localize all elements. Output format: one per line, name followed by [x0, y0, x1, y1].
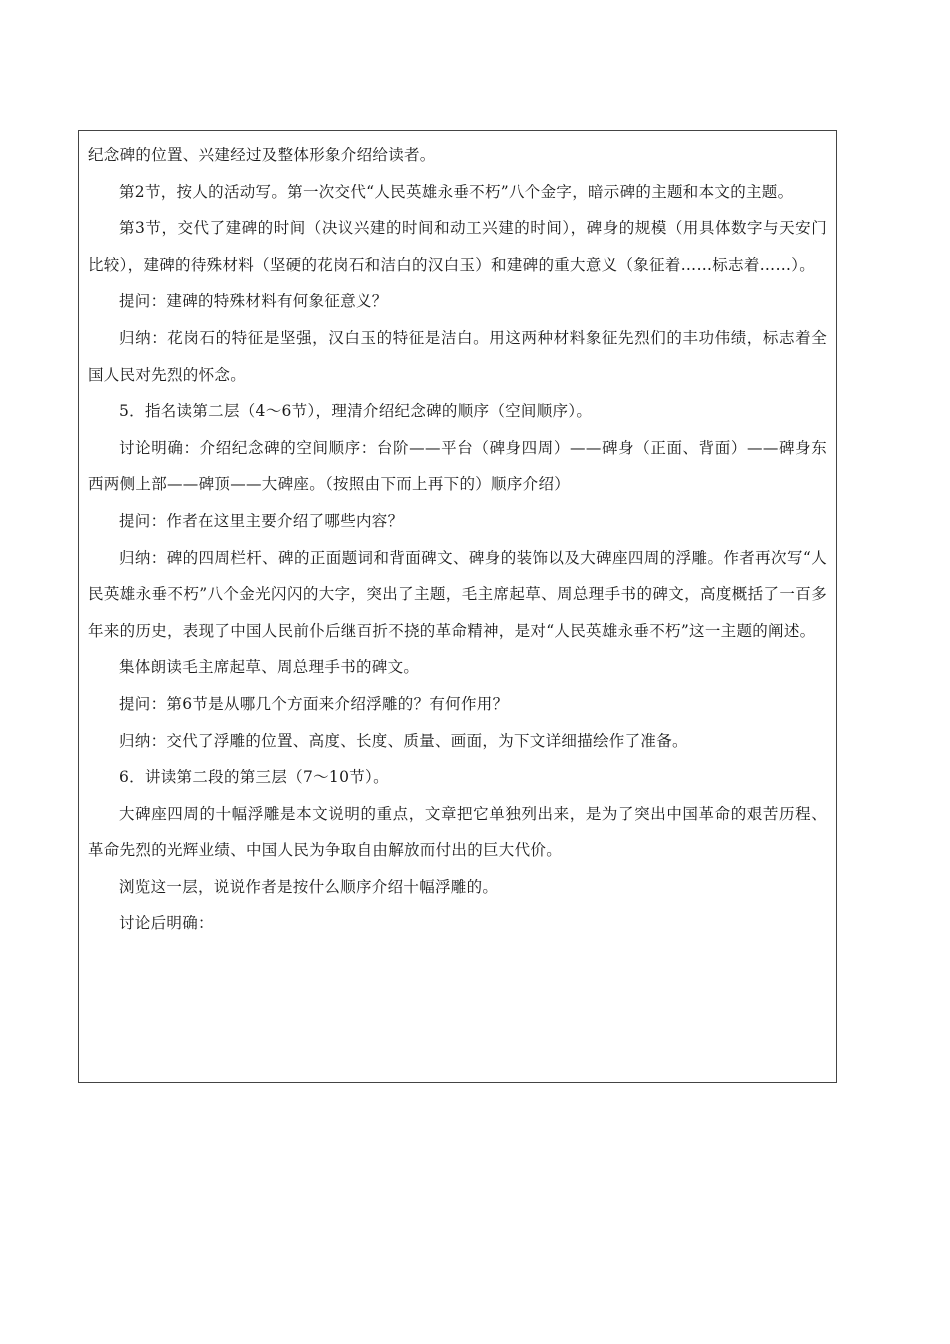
paragraph-13: 6．讲读第二段的第三层（7～10节）。 — [119, 768, 389, 787]
paragraph-2: 第2节，按人的活动写。第一次交代“人民英雄永垂不朽”八个金字，暗示碑的主题和本文的主题。 — [119, 182, 794, 201]
paragraph-11: 提问：第6节是从哪几个方面来介绍浮雕的？有何作用？ — [119, 694, 509, 713]
paragraph-1: 纪念碑的位置、兴建经过及整体形象介绍给读者。 — [88, 146, 436, 164]
paragraph-5: 归纳：花岗石的特征是坚强，汉白玉的特征是洁白。用这两种材料象征先烈们的丰功伟绩，标志着全国人民对先烈的怀念。 — [88, 328, 827, 384]
paragraph-9: 归纳：碑的四周栏杆、碑的正面题词和背面碑文、碑身的装饰以及大碑座四周的浮雕。作者再次写“人民英雄永垂不朽”八个金光闪闪的大字，突出了主题，毛主席起草、周总理手书的碑文，高度概括了一百多年来的历史，表现了中国人民前仆后继百折不挠的革命精神，是对“人民英雄永垂不朽”这一主题的阐述。 — [88, 548, 827, 640]
paragraph-14: 大碑座四周的十幅浮雕是本文说明的重点，文章把它单独列出来，是为了突出中国革命的艰苦历程、革命先烈的光辉业绩、中国人民为争取自由解放而付出的巨大代价。 — [88, 804, 827, 860]
lesson-text — [88, 137, 827, 942]
paragraph-3: 第3节，交代了建碑的时间（决议兴建的时间和动工兴建的时间），碑身的规模（用具体数字与天安门比较），建碑的待殊材料（坚硬的花岗石和洁白的汉白玉）和建碑的重大意义（象征着……标志着……）。 — [88, 219, 827, 274]
paragraph-6: 5．指名读第二层（4～6节），理清介绍纪念碑的顺序（空间顺序）。 — [119, 402, 593, 421]
lesson-plan-table-cell — [78, 130, 837, 1083]
paragraph-12: 归纳：交代了浮雕的位置、高度、长度、质量、画面，为下文详细描绘作了准备。 — [119, 731, 688, 750]
paragraph-8: 提问：作者在这里主要介绍了哪些内容？ — [119, 511, 404, 530]
paragraph-4: 提问：建碑的特殊材料有何象征意义？ — [119, 292, 388, 311]
paragraph-15: 浏览这一层，说说作者是按什么顺序介绍十幅浮雕的。 — [119, 877, 499, 896]
paragraph-10: 集体朗读毛主席起草、周总理手书的碑文。 — [119, 658, 420, 677]
paragraph-16: 讨论后明确： — [119, 914, 214, 933]
paragraph-7: 讨论明确：介绍纪念碑的空间顺序：台阶——平台（碑身四周）——碑身（正面、背面）——碑身东西两侧上部——碑顶——大碑座。（按照由下而上再下的）顺序介绍） — [88, 438, 827, 494]
